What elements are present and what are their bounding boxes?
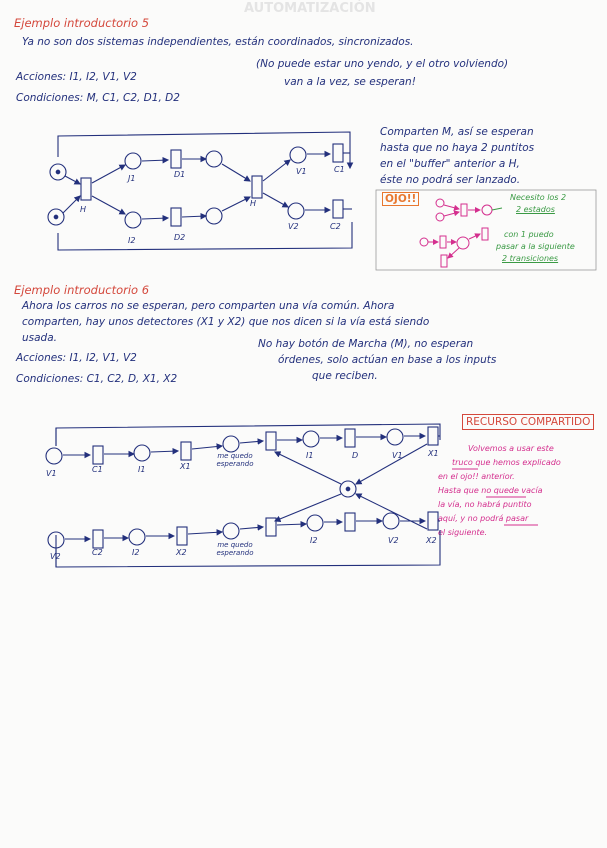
ex6-acciones: Acciones: I1, I2, V1, V2 xyxy=(16,352,137,364)
ex5-condiciones: Condiciones: M, C1, C2, D1, D2 xyxy=(16,92,180,104)
recurso-note-line6: aquí, y no podrá pasar xyxy=(438,514,529,523)
ex6-intro-line2: comparten, hay unos detectores (X1 y X2) que nos dicen si la vía está siendo xyxy=(22,316,430,328)
ex6-intro-line1: Ahora los carros no se esperan, pero comparten una vía común. Ahora xyxy=(22,300,395,312)
ex5-label-i2: I2 xyxy=(128,236,136,245)
ex5-comment-line2: hasta que no haya 2 puntitos xyxy=(380,142,535,154)
recurso-note-line1: Volvemos a usar este xyxy=(468,444,554,453)
ex5-label-c2: C2 xyxy=(330,222,341,231)
ex6-label-i2: I2 xyxy=(132,548,140,557)
ex6-title: Ejemplo introductorio 6 xyxy=(14,283,150,297)
ex6-label-x2b: X2 xyxy=(426,536,437,545)
ex6-label-x1b: X1 xyxy=(428,449,439,458)
ex6-intro-line3: usada. xyxy=(22,332,57,344)
ex5-label-c1: C1 xyxy=(334,165,345,174)
ex6-label-v1b: V1 xyxy=(392,451,403,460)
ex5-intro: Ya no son dos sistemas independientes, están coordinados, sincronizados. xyxy=(22,36,414,48)
ex6-label-i1: I1 xyxy=(138,465,146,474)
ojo-label: OJO!! xyxy=(382,192,419,206)
necesito-line2: 2 estados xyxy=(516,205,555,214)
ex6-note-line2: órdenes, solo actúan en base a los inputs xyxy=(278,354,497,366)
ex6-petri-net xyxy=(46,424,440,567)
ex6-label-v2b: V2 xyxy=(388,536,399,545)
ex6-label-x2a: X2 xyxy=(176,548,187,557)
recurso-note-line5: la vía, no habrá puntito xyxy=(438,500,532,509)
ex5-comment-line4: éste no podrá ser lanzado. xyxy=(380,174,521,186)
ex6-label-x1a: X1 xyxy=(180,462,191,471)
ex5-comment-line3: en el "buffer" anterior a H, xyxy=(380,158,520,170)
ex5-label-v1: V1 xyxy=(296,167,307,176)
recurso-compartido-label: RECURSO COMPARTIDO xyxy=(462,414,594,430)
ojo-mini-nets xyxy=(420,199,502,267)
puedo-line2: pasar a la siguiente xyxy=(496,242,575,251)
ex5-note-line1: (No puede estar uno yendo, y el otro volviendo) xyxy=(256,58,509,70)
puedo-line3: 2 transiciones xyxy=(502,254,559,263)
recurso-note-line7: el siguiente. xyxy=(438,528,488,537)
ex5-title: Ejemplo introductorio 5 xyxy=(14,16,150,30)
ex5-label-v2: V2 xyxy=(288,222,299,231)
ex6-label-v2: V2 xyxy=(50,552,61,561)
ex6-label-i1b: I1 xyxy=(306,451,314,460)
ex6-note-line3: que reciben. xyxy=(312,370,378,382)
ex6-label-d: D xyxy=(352,451,359,460)
ojo-box-frame xyxy=(376,190,596,270)
puedo-line1: con 1 puedo xyxy=(504,230,554,239)
ex6-label-c2: C2 xyxy=(92,548,103,557)
ex5-label-h-right: H xyxy=(250,199,257,208)
ex6-note-line1: No hay botón de Marcha (M), no esperan xyxy=(258,338,474,350)
recurso-note-line3: en el ojo!! anterior. xyxy=(438,472,515,481)
recurso-underlines xyxy=(452,469,538,525)
ex6-condiciones: Condiciones: C1, C2, D, X1, X2 xyxy=(16,373,178,385)
ex5-comment-line1: Comparten M, así se esperan xyxy=(380,126,534,138)
ex5-note-line2: van a la vez, se esperan! xyxy=(284,76,416,88)
ex5-label-j1: J1 xyxy=(128,174,136,183)
ex6-label-mequedo1: me quedo esperando xyxy=(216,452,254,468)
watermark-text: AUTOMATIZACIÓN xyxy=(244,1,376,16)
necesito-line1: Necesito los 2 xyxy=(510,193,567,202)
ex6-label-c1: C1 xyxy=(92,465,103,474)
ex6-label-v1: V1 xyxy=(46,469,57,478)
ex6-label-i2b: I2 xyxy=(310,536,318,545)
ex5-petri-net xyxy=(48,132,352,250)
recurso-note-line2: truco que hemos explicado xyxy=(452,458,561,467)
ex5-acciones: Acciones: I1, I2, V1, V2 xyxy=(16,71,137,83)
ex5-label-d2: D2 xyxy=(174,233,186,242)
recurso-note-line4: Hasta que no quede vacía xyxy=(438,486,543,495)
ex5-label-d1: D1 xyxy=(174,170,186,179)
ex5-label-h-left: H xyxy=(80,205,87,214)
ex6-label-mequedo2: me quedo esperando xyxy=(216,541,254,557)
